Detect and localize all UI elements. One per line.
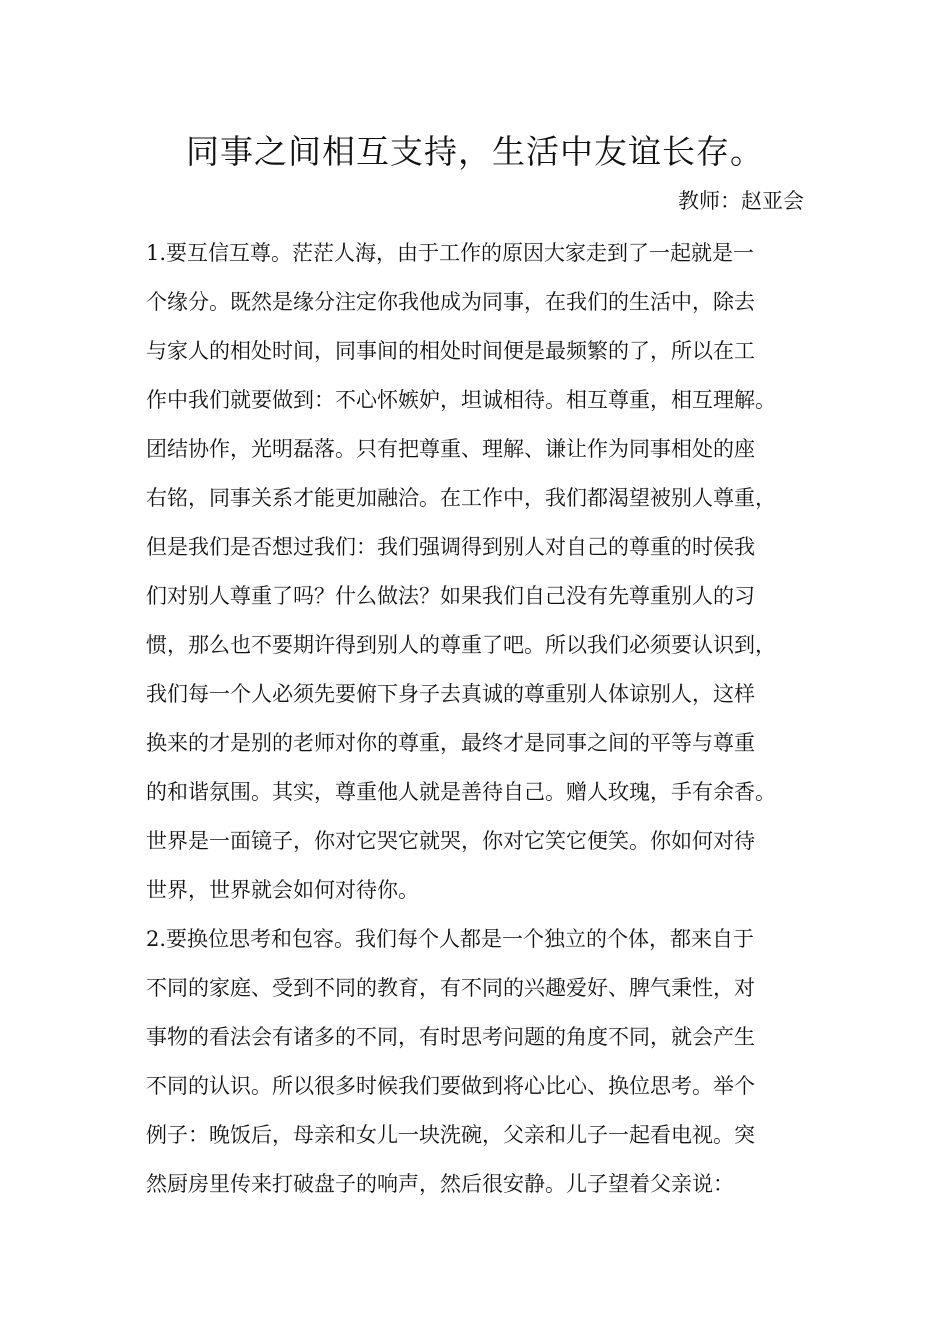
body-line: 个缘分。既然是缘分注定你我他成为同事，在我们的生活中，除去 bbox=[146, 290, 755, 314]
document-title: 同事之间相互支持，生活中友谊长存。 bbox=[186, 132, 764, 171]
body-line: 作中我们就要做到：不心怀嫉妒，坦诚相待。相互尊重，相互理解。 bbox=[146, 388, 776, 412]
body-line: 右铭，同事关系才能更加融洽。在工作中，我们都渴望被别人尊重， bbox=[146, 486, 776, 510]
body-line: 世界，世界就会如何对待你。 bbox=[146, 878, 419, 902]
body-line: 们对别人尊重了吗？什么做法？如果我们自己没有先尊重别人的习 bbox=[146, 584, 755, 608]
body-line: 事物的看法会有诸多的不同，有时思考问题的角度不同，就会产生 bbox=[146, 1025, 755, 1049]
body-line: 我们每一个人必须先要俯下身子去真诚的尊重别人体谅别人，这样 bbox=[146, 682, 755, 706]
body-line: 换来的才是别的老师对你的尊重，最终才是同事之间的平等与尊重 bbox=[146, 731, 755, 755]
body-line: 团结协作，光明磊落。只有把尊重、理解、谦让作为同事相处的座 bbox=[146, 437, 755, 461]
body-line: 但是我们是否想过我们：我们强调得到别人对自己的尊重的时侯我 bbox=[146, 535, 755, 559]
body-line: 1.要互信互尊。茫茫人海，由于工作的原因大家走到了一起就是一 bbox=[146, 241, 755, 265]
body-line: 不同的认识。所以很多时候我们要做到将心比心、换位思考。举个 bbox=[146, 1074, 755, 1098]
body-line: 的和谐氛围。其实，尊重他人就是善待自己。赠人玫瑰，手有余香。 bbox=[146, 780, 776, 804]
body-line: 然厨房里传来打破盘子的响声，然后很安静。儿子望着父亲说： bbox=[146, 1172, 734, 1196]
body-line: 不同的家庭、受到不同的教育，有不同的兴趣爱好、脾气秉性，对 bbox=[146, 976, 755, 1000]
body-line: 世界是一面镜子，你对它哭它就哭，你对它笑它便笑。你如何对待 bbox=[146, 829, 755, 853]
body-line: 2.要换位思考和包容。我们每个人都是一个独立的个体，都来自于 bbox=[146, 927, 755, 951]
body-line: 例子：晚饭后，母亲和女儿一块洗碗，父亲和儿子一起看电视。突 bbox=[146, 1123, 755, 1147]
body-line: 惯，那么也不要期许得到别人的尊重了吧。所以我们必须要认识到， bbox=[146, 633, 776, 657]
body-line: 与家人的相处时间，同事间的相处时间便是最频繁的了，所以在工 bbox=[146, 339, 755, 363]
author-line: 教师：赵亚会 bbox=[678, 189, 804, 213]
